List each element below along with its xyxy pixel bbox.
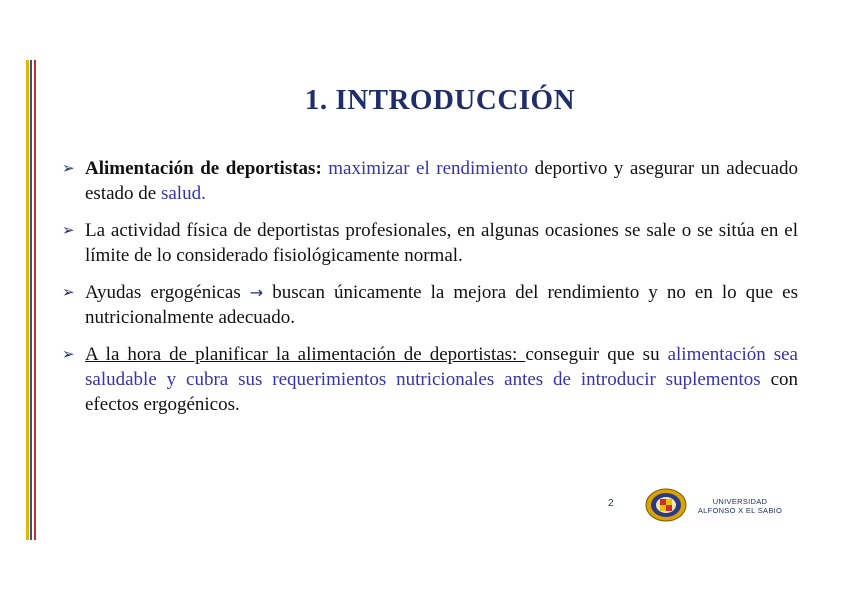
bullet-text-segment: Ayudas ergogénicas [85,282,250,303]
university-name-line1: UNIVERSIDAD [712,497,768,506]
bullet-text-segment: conseguir que su [525,344,668,365]
slide-title: 1. INTRODUCCIÓN [304,84,576,116]
university-seal-icon [645,488,687,522]
bullet-list [62,156,798,429]
right-arrow-icon: → [249,283,264,302]
bullet-text-segment: deportivo y asegurar un adecuado estado de [85,158,798,204]
university-name [694,497,786,515]
bullet-arrow-icon: ➢ [62,221,75,239]
bullet-text-segment: buscan únicamente la mejora del rendimiento y no en lo que es nutricionalmente adecuado. [85,282,798,328]
page-number: 2 [608,498,614,509]
bullet-text-segment: A la hora de planificar la alimentación de deportistas: [85,344,526,365]
bullet-item [62,218,798,268]
decorative-line-blue [30,60,32,540]
bullet-text-segment: La actividad física de deportistas profesionales, en algunas ocasiones se sale o se sitúa en el límite de lo considerado fisiológicamente normal. [85,220,798,266]
bullet-text-segment: maximizar el rendimiento [328,158,529,179]
bullet-text-segment: alimentación sea saludable y cubra sus requerimientos nutricionales antes de introducir suplementos [85,344,798,390]
bullet-item [62,280,798,330]
bullet-item [62,156,798,206]
bullet-arrow-icon: ➢ [62,345,75,363]
bullet-text-segment: salud. [160,183,206,204]
university-name-line2: ALFONSO X EL SABIO [697,506,783,515]
bullet-arrow-icon: ➢ [62,159,75,177]
bullet-text-segment: con efectos ergogénicos. [85,369,799,415]
bullet-item [62,342,798,417]
decorative-line-gold [26,60,29,540]
decorative-line-red [34,60,36,540]
bullet-text-segment: Alimentación de deportistas: [85,158,329,179]
bullet-arrow-icon: ➢ [62,283,75,301]
